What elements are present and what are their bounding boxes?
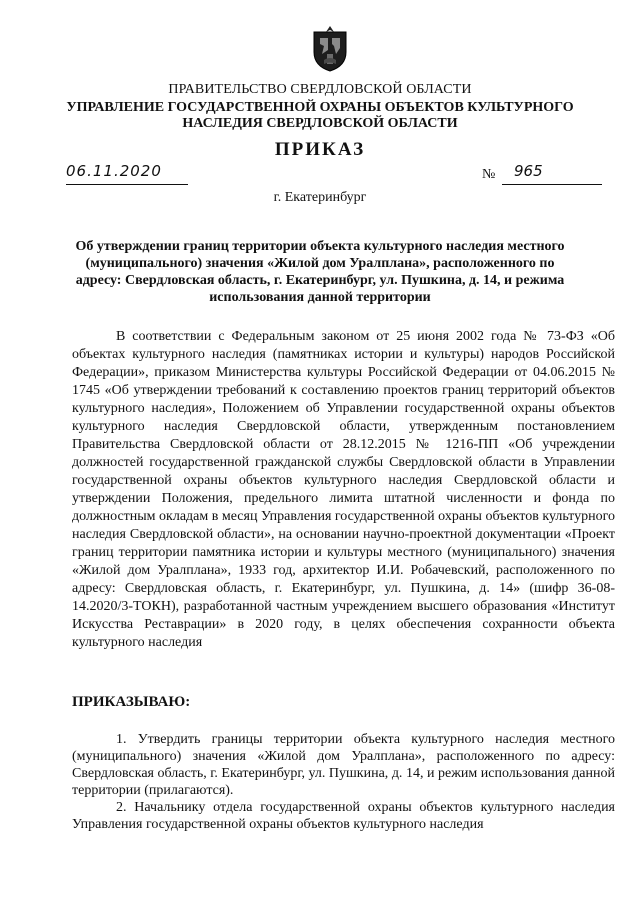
order-item-2: 2. Начальнику отдела государственной охраны объектов культурного наследия Управления государственной охраны объектов культурного наследия	[72, 800, 615, 832]
number-field	[502, 162, 602, 185]
preamble-paragraph: В соответствии с Федеральным законом от 25 июня 2002 года № 73-ФЗ «Об объектах культурного наследия (памятниках истории и культуры) народов Российской Федерации», приказом Министерства культуры Российской Федерации от 04.06.2015 № 1745 «Об утверждении требований к составлению проектов границ территорий объектов культурного наследия», Положением об Управлении государственной охраны объектов культурного наследия Свердловской области, утвержденным постановлением Правительства Свердловской области от 28.12.2015 № 1216-ПП «Об учреждении должностей государственной гражданской службы Свердловской области в Управлении государственной охраны объектов культурного наследия Свердловской области и утверждении Положения, предельного лимита штатной численности и фонда по должностным окладам в месяц Управления государственной охраны объектов культурного наследия Свердловской области», на основании научно-проектной документации «Проект границ территории памятника истории и культуры местного (муниципального) значения «Жилой дом Уралплана», 1933 год, архитектор И.И. Робачевский, расположенного по адресу: Свердловская область, г. Екатеринбург, ул. Пушкина, д. 14» (шифр 36-08-14.2020/3-ТОКН), разработанной частным учреждением высшего образования «Институт Искусства Реставрации» в 2020 году, в целях обеспечения сохранности объекта культурного наследия	[72, 329, 615, 650]
date-field	[66, 162, 188, 185]
order-date: 06.11.2020	[66, 162, 162, 180]
government-name: ПРАВИТЕЛЬСТВО СВЕРДЛОВСКОЙ ОБЛАСТИ	[168, 82, 472, 97]
document-title: Об утверждении границ территории объекта культурного наследия местного (муниципального) значения «Жилой дом Уралплана», расположенного по адресу: Свердловская область, г. Екатеринбург, ул. Пушкина, д. 14, и режима использования данной территории	[75, 239, 565, 305]
city: г. Екатеринбург	[273, 190, 367, 205]
coat-of-arms-icon	[310, 24, 350, 72]
order-number: 965	[514, 162, 543, 180]
number-label: №	[482, 167, 496, 182]
order-heading: ПРИКАЗЫВАЮ:	[72, 694, 191, 710]
order-item-1: 1. Утвердить границы территории объекта культурного наследия местного (муниципального) значения «Жилой дом Уралплана», расположенного по адресу: Свердловская область, г. Екатеринбург, ул. Пушкина, д. 14, и режим использования данной территории (прилагаются).	[72, 732, 615, 798]
department-name: УПРАВЛЕНИЕ ГОСУДАРСТВЕННОЙ ОХРАНЫ ОБЪЕКТОВ КУЛЬТУРНОГО НАСЛЕДИЯ СВЕРДЛОВСКОЙ ОБЛАСТИ	[66, 100, 574, 131]
document-type: ПРИКАЗ	[274, 139, 366, 160]
